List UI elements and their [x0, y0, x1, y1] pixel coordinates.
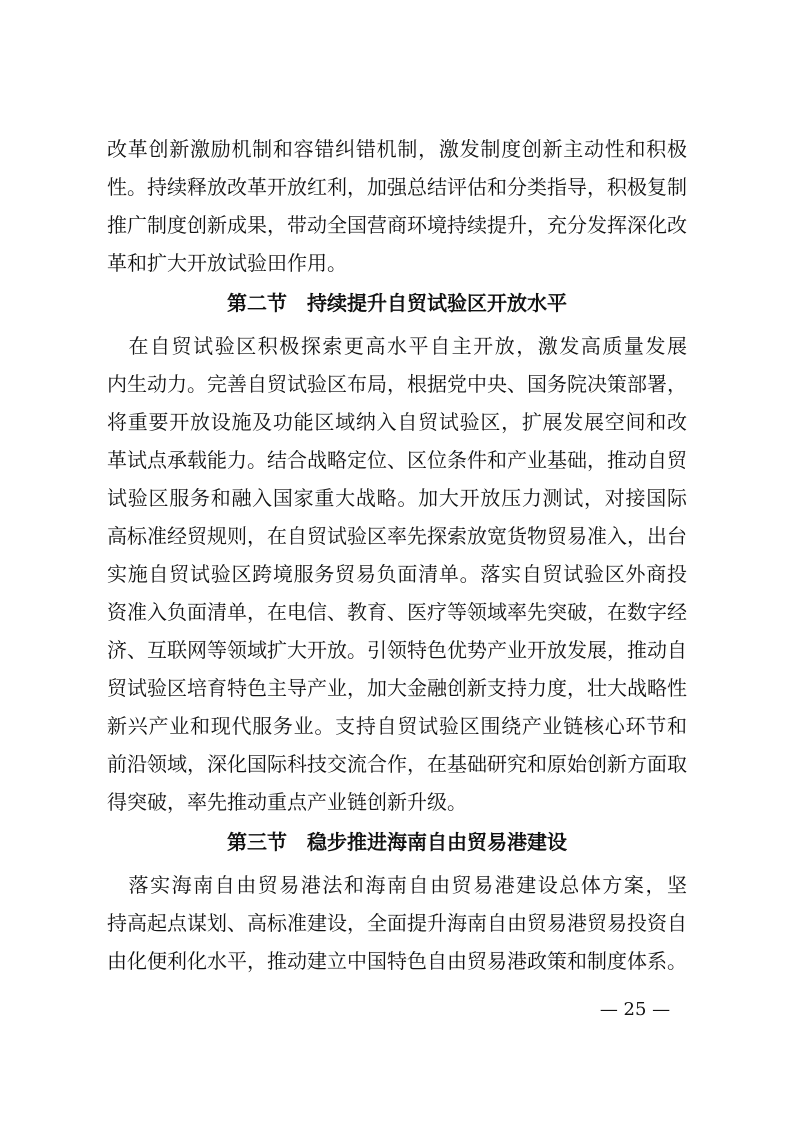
- paragraph-line: 内生动力。完善自贸试验区布局，根据党中央、国务院决策部署，: [107, 372, 687, 396]
- paragraph-line: 推广制度创新成果，带动全国营商环境持续提升，充分发挥深化改: [107, 213, 687, 237]
- page-number: — 25 —: [599, 999, 671, 1020]
- paragraph-line: 贸试验区培育特色主导产业，加大金融创新支持力度，壮大战略性: [107, 676, 687, 700]
- paragraph-line: 在自贸试验区积极探索更高水平自主开放，激发高质量发展: [107, 334, 687, 358]
- paragraph-line: 新兴产业和现代服务业。支持自贸试验区围绕产业链核心环节和: [107, 714, 687, 738]
- paragraph-line: 前沿领域，深化国际科技交流合作，在基础研究和原始创新方面取: [107, 752, 687, 776]
- paragraph-line: 由化便利化水平，推动建立中国特色自由贸易港政策和制度体系。: [107, 949, 687, 973]
- paragraph-line: 高标准经贸规则，在自贸试验区率先探索放宽货物贸易准入，出台: [107, 524, 687, 548]
- paragraph-line: 得突破，率先推动重点产业链创新升级。: [107, 790, 467, 814]
- paragraph-line: 资准入负面清单，在电信、教育、医疗等领域率先突破，在数字经: [107, 600, 687, 624]
- paragraph-line: 试验区服务和融入国家重大战略。加大开放压力测试，对接国际: [107, 486, 687, 510]
- section-heading: 第三节 稳步推进海南自由贸易港建设: [227, 830, 567, 854]
- paragraph-line: 性。持续释放改革开放红利，加强总结评估和分类指导，积极复制: [107, 175, 687, 199]
- paragraph-line: 落实海南自由贸易港法和海南自由贸易港建设总体方案，坚: [107, 873, 687, 897]
- paragraph-line: 改革创新激励机制和容错纠错机制，激发制度创新主动性和积极: [107, 137, 687, 161]
- section-heading: 第二节 持续提升自贸试验区开放水平: [227, 291, 567, 315]
- paragraph-line: 革试点承载能力。结合战略定位、区位条件和产业基础，推动自贸: [107, 448, 687, 472]
- paragraph-line: 持高起点谋划、高标准建设，全面提升海南自由贸易港贸易投资自: [107, 911, 687, 935]
- paragraph-line: 实施自贸试验区跨境服务贸易负面清单。落实自贸试验区外商投: [107, 562, 687, 586]
- paragraph-line: 济、互联网等领域扩大开放。引领特色优势产业开放发展，推动自: [107, 638, 687, 662]
- paragraph-line: 革和扩大开放试验田作用。: [107, 251, 347, 275]
- paragraph-line: 将重要开放设施及功能区域纳入自贸试验区，扩展发展空间和改: [107, 410, 687, 434]
